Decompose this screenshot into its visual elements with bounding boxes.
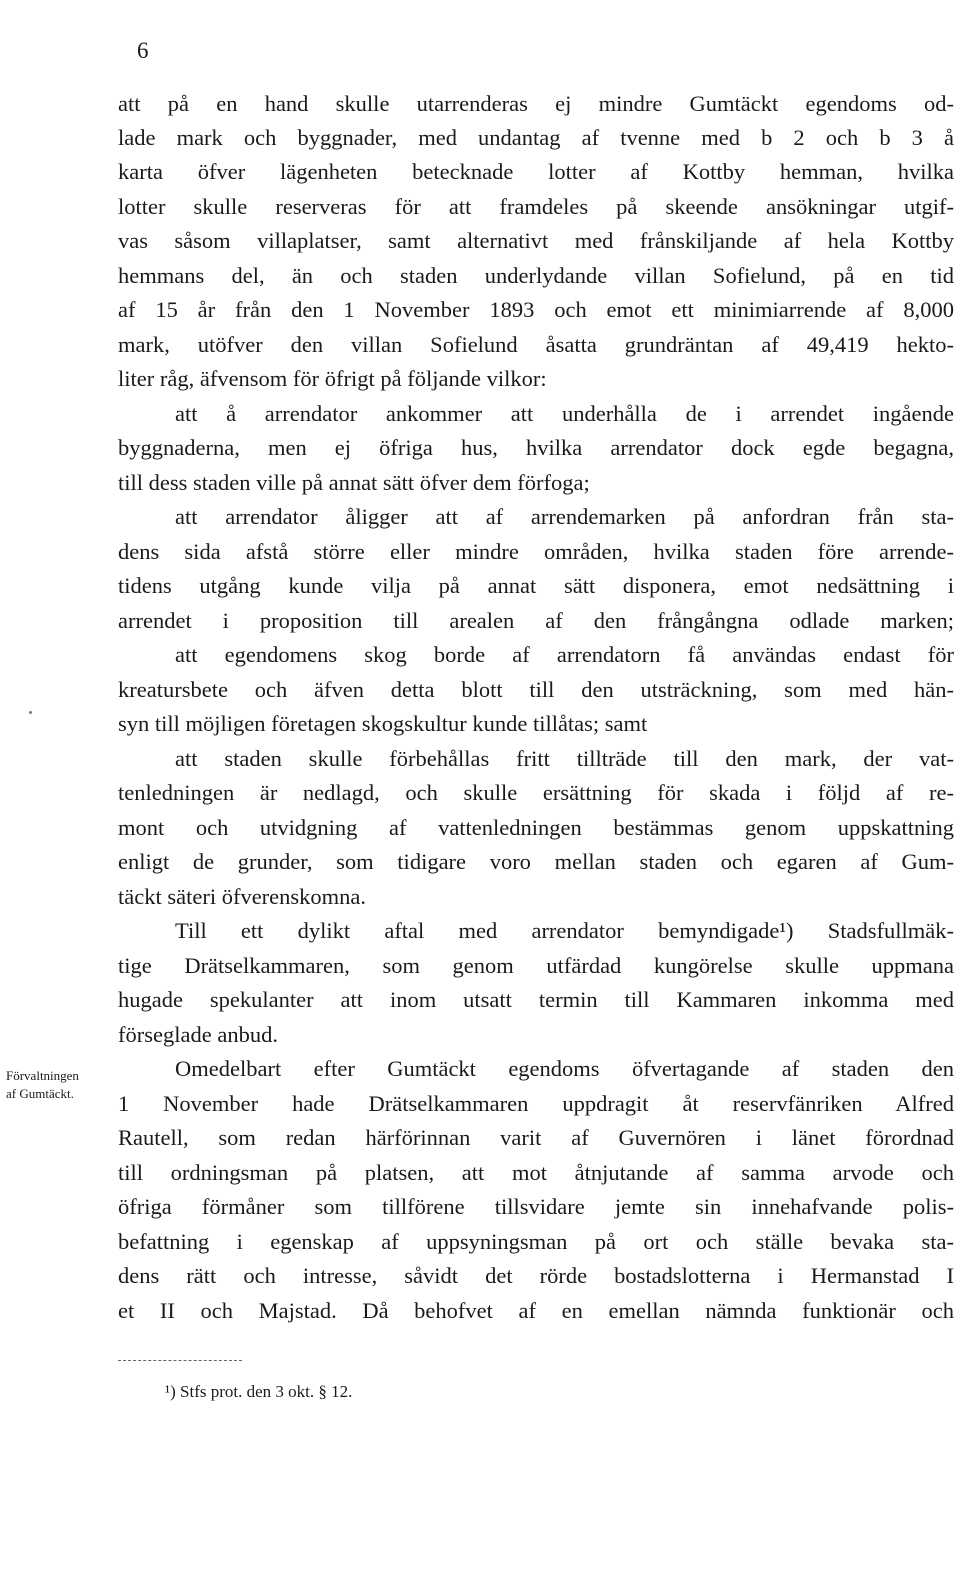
- text-line: mont och utvidgning af vattenledningen bestämmas genom uppskattning: [118, 815, 954, 840]
- text-line: till ordningsman på platsen, att mot åtnjutande af samma arvode och: [118, 1160, 954, 1185]
- speck: [29, 711, 32, 714]
- text-line: byggnaderna, men ej öfriga hus, hvilka arrendator dock egde begagna,: [118, 435, 954, 460]
- text-line: Rautell, som redan härförinnan varit af Guvernören i länet förordnad: [118, 1125, 954, 1150]
- text-line: till dess staden ville på annat sätt öfver dem förfoga;: [118, 470, 590, 495]
- text-line: täckt säteri öfverenskomna.: [118, 884, 367, 909]
- text-line: lotter skulle reserveras för att framdeles på skeende ansökningar utgif-: [118, 194, 954, 219]
- text-line: af 15 år från den 1 November 1893 och emot ett minimiarrende af 8,000: [118, 297, 954, 322]
- text-line: att staden skulle förbehållas fritt tillträde till den mark, der vat-: [175, 746, 954, 771]
- text-line: Omedelbart efter Gumtäckt egendoms öfvertagande af staden den: [175, 1056, 954, 1081]
- text-line: enligt de grunder, som tidigare voro mellan staden och egaren af Gum-: [118, 849, 954, 874]
- text-line: mark, utöfver den villan Sofielund åsatta grundräntan af 49,419 hekto-: [118, 332, 954, 357]
- text-line: öfriga förmåner som tillförene tillsvidare jemte sin innehafvande polis-: [118, 1194, 954, 1219]
- footnote-text: Stfs prot. den 3 okt. § 12.: [175, 1382, 353, 1401]
- text-line: kreatursbete och äfven detta blott till den utsträckning, som med hän-: [118, 677, 954, 702]
- text-line: förseglade anbud.: [118, 1022, 278, 1047]
- text-line: att på en hand skulle utarrenderas ej mindre Gumtäckt egendoms od-: [118, 91, 954, 116]
- margin-note-line: Förvaltningen: [6, 1068, 79, 1083]
- text-line: vas såsom villaplatser, samt alternativt med frånskiljande af hela Kottby: [118, 228, 954, 253]
- text-line: tige Drätselkammaren, som genom utfärdad kungörelse skulle uppmana: [118, 953, 954, 978]
- text-line: hemmans del, än och staden underlydande villan Sofielund, på en tid: [118, 263, 954, 288]
- text-line: hugade spekulanter att inom utsatt termin till Kammaren inkomma med: [118, 987, 954, 1012]
- text-line: liter råg, äfvensom för öfrigt på följande vilkor:: [118, 366, 547, 391]
- text-line: tenledningen är nedlagd, och skulle ersättning för skada i följd af re-: [118, 780, 954, 805]
- text-line: arrendet i proposition till arealen af den frångångna odlade marken;: [118, 608, 954, 633]
- footnote-marker: ¹): [165, 1382, 176, 1401]
- margin-note: [6, 1067, 112, 1103]
- text-line: tidens utgång kunde vilja på annat sätt disponera, emot nedsättning i: [118, 573, 954, 598]
- text-line: et II och Majstad. Då behofvet af en emellan nämnda funktionär och: [118, 1298, 954, 1323]
- page-number: 6: [137, 38, 149, 63]
- text-line: lade mark och byggnader, med undantag af tvenne med b 2 och b 3 å: [118, 125, 954, 150]
- text-line: dens rätt och intresse, såvidt det rörde bostadslotterna i Hermanstad I: [118, 1263, 954, 1288]
- text-line: befattning i egenskap af uppsyningsman på ort och ställe bevaka sta-: [118, 1229, 954, 1254]
- text-line: syn till möjligen företagen skogskultur kunde tillåtas; samt: [118, 711, 648, 736]
- text-line: att arrendator åligger att af arrendemarken på anfordran från sta-: [175, 504, 954, 529]
- text-line: karta öfver lägenheten betecknade lotter af Kottby hemman, hvilka: [118, 159, 954, 184]
- text-line: Till ett dylikt aftal med arrendator bemyndigade¹) Stadsfullmäk-: [175, 918, 954, 943]
- margin-note-line: af Gumtäckt.: [6, 1086, 74, 1101]
- footnote-rule: [118, 1360, 242, 1361]
- text-line: att egendomens skog borde af arrendatorn få användas endast för: [175, 642, 954, 667]
- text-line: dens sida afstå större eller mindre områden, hvilka staden före arrende-: [118, 539, 954, 564]
- text-line: att å arrendator ankommer att underhålla de i arrendet ingående: [175, 401, 954, 426]
- footnote: [165, 1382, 352, 1402]
- text-line: 1 November hade Drätselkammaren uppdragit åt reservfänriken Alfred: [118, 1091, 954, 1116]
